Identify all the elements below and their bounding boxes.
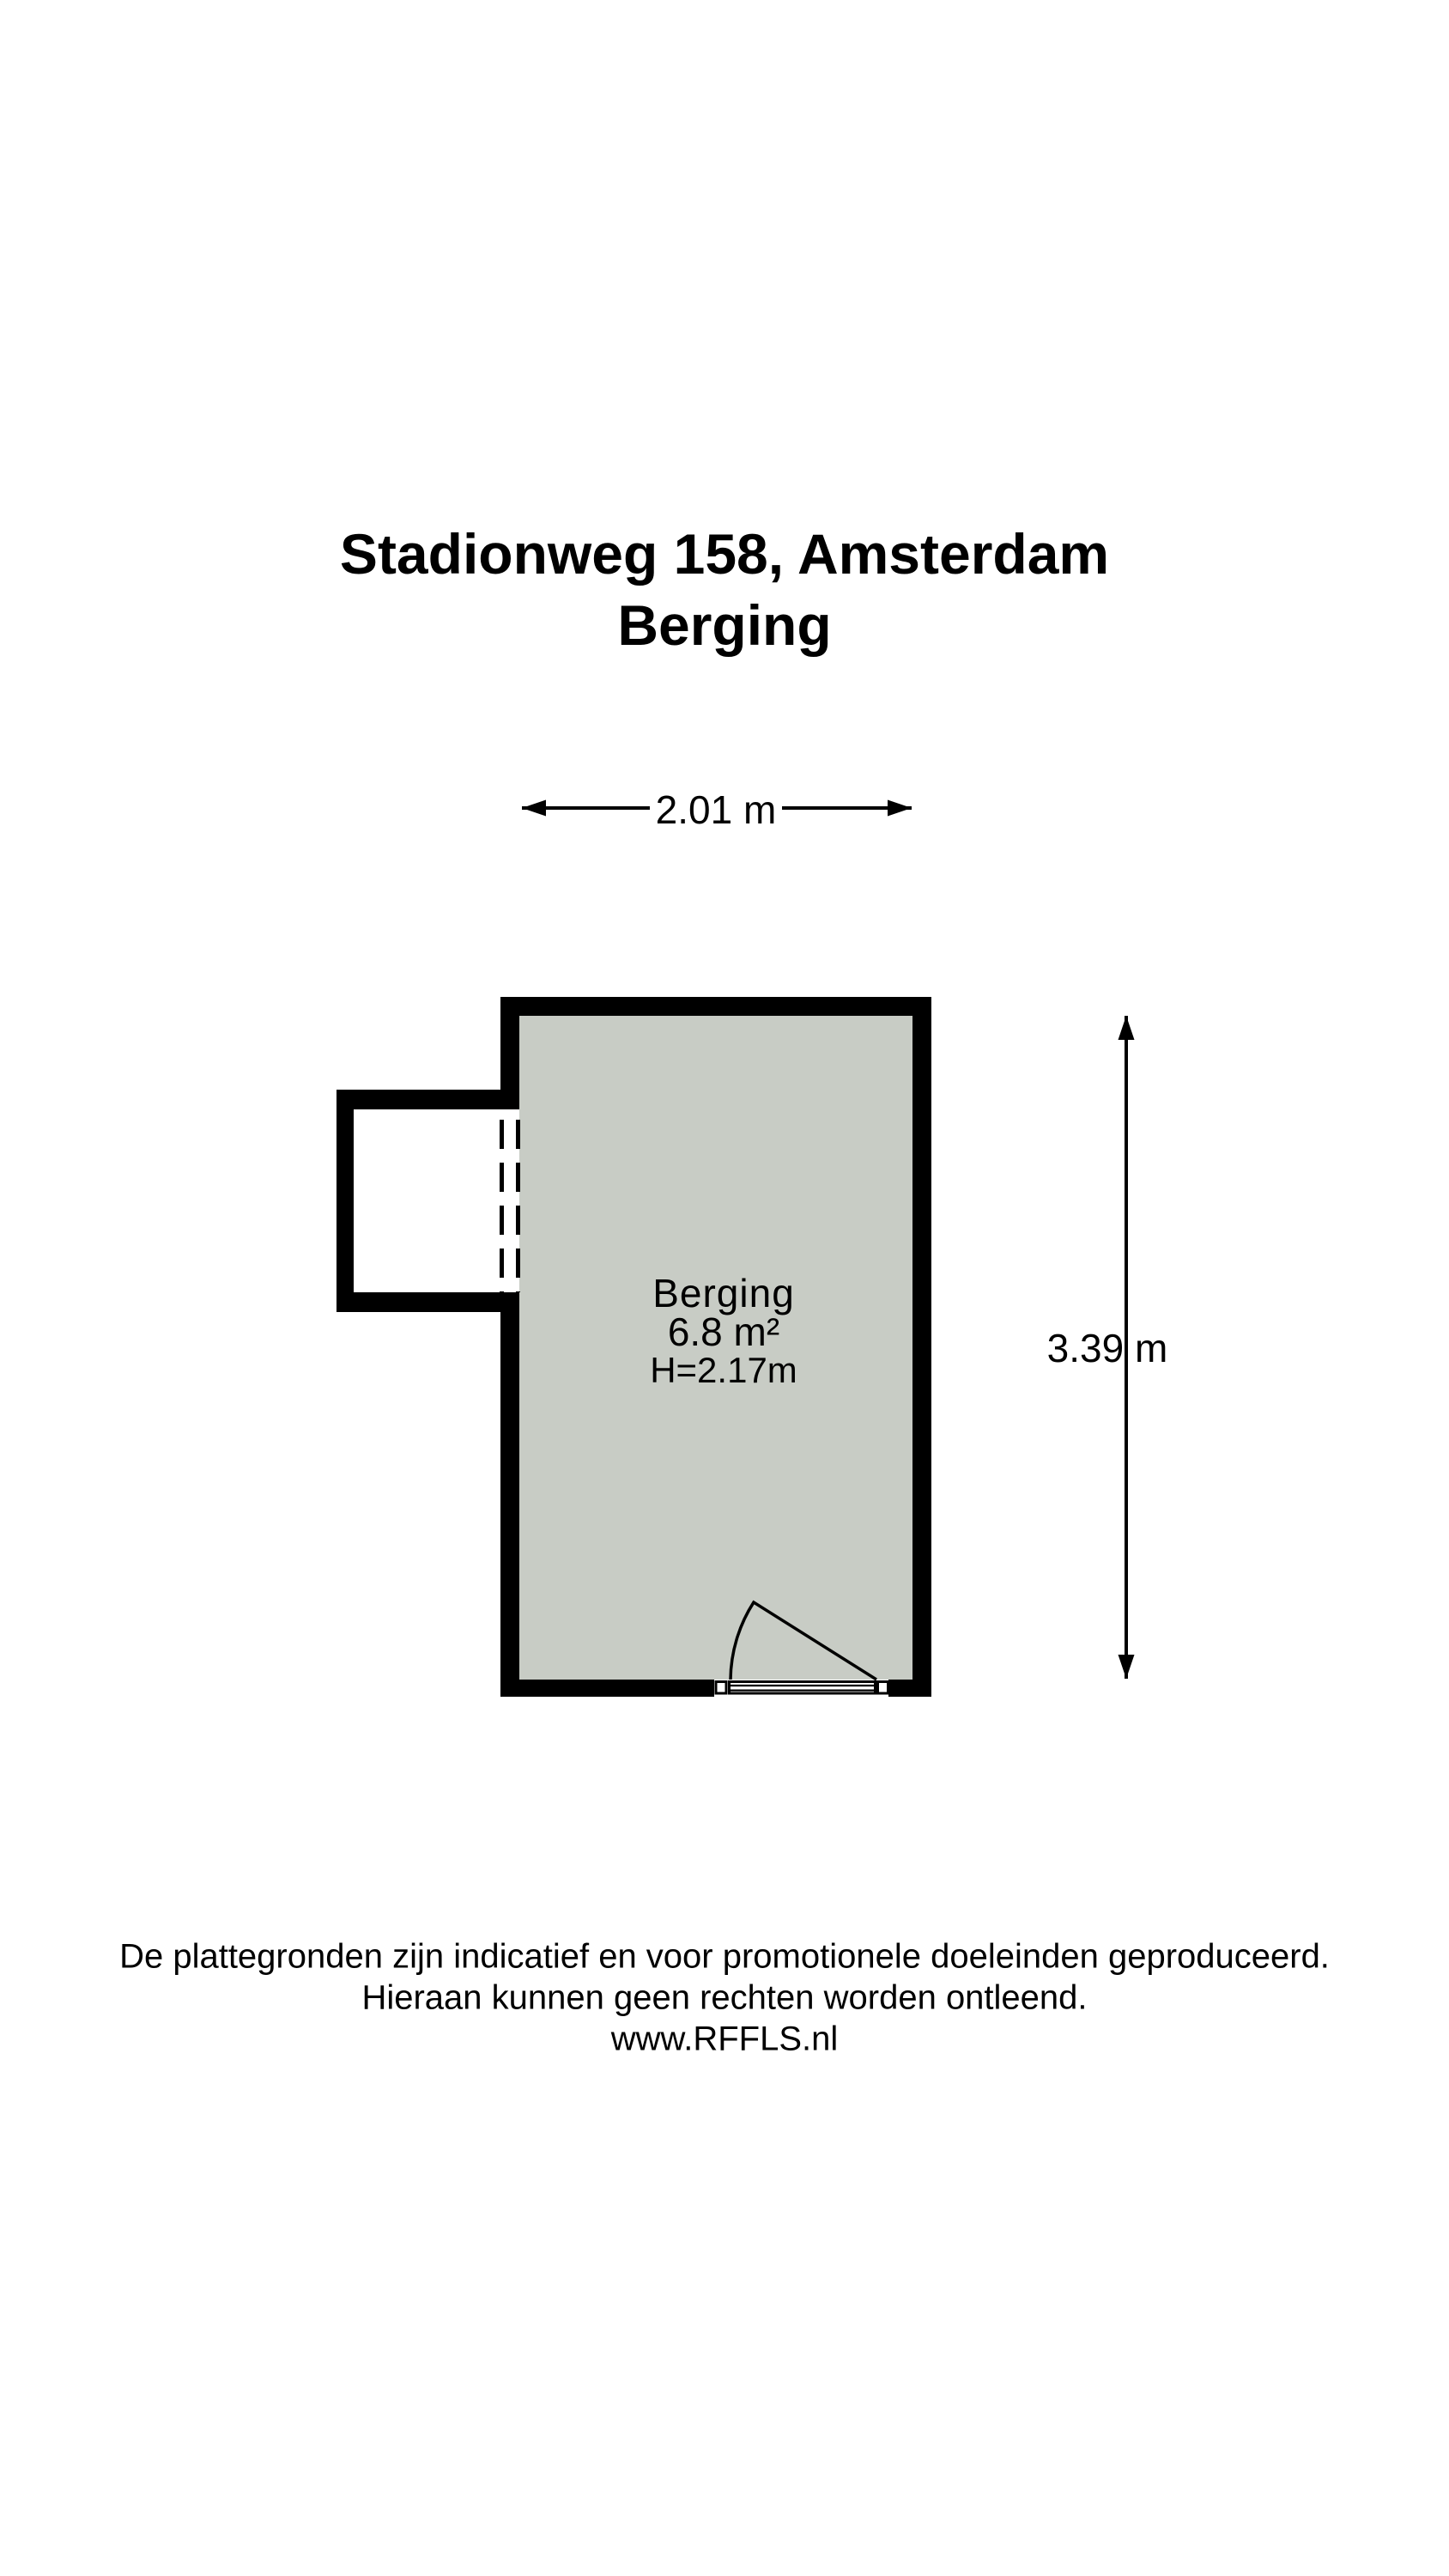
- arrowhead-down-icon: [1119, 1655, 1135, 1679]
- width-dimension-label: 2.01 m: [655, 787, 777, 832]
- page-title-room: Berging: [617, 593, 832, 657]
- arrowhead-up-icon: [1119, 1016, 1135, 1040]
- room-ceiling-height-label: H=2.17m: [650, 1350, 797, 1390]
- annex-interior: [354, 1109, 500, 1292]
- page-title-address: Stadionweg 158, Amsterdam: [339, 522, 1110, 586]
- arrowhead-right-icon: [888, 800, 912, 817]
- door-threshold: [730, 1682, 876, 1694]
- disclaimer-line-2: Hieraan kunnen geen rechten worden ontleend.: [361, 1978, 1088, 2017]
- room-name-label: Berging: [652, 1271, 795, 1315]
- door-post-right: [878, 1682, 888, 1694]
- website-url: www.RFFLS.nl: [610, 2020, 839, 2058]
- wall-opening: [500, 1109, 519, 1292]
- height-dimension-label: 3.39 m: [1046, 1326, 1168, 1370]
- annex-walls: [336, 1090, 519, 1312]
- room-area-label: 6.8 m²: [667, 1309, 780, 1354]
- arrowhead-left-icon: [522, 800, 546, 817]
- door-post-left: [716, 1682, 726, 1694]
- disclaimer-line-1: De plattegronden zijn indicatief en voor promotionele doeleinden geproduceerd.: [119, 1937, 1330, 1976]
